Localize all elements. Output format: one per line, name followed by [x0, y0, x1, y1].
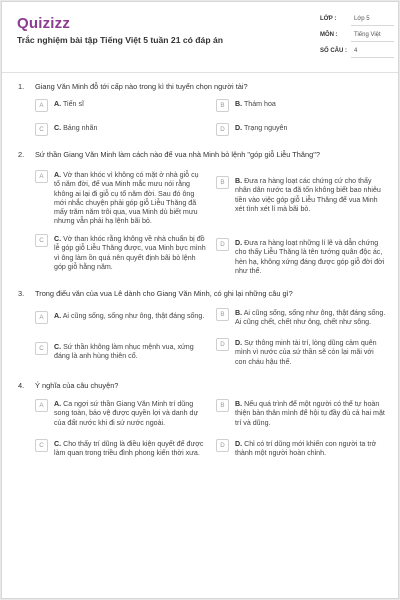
worksheet-meta	[320, 16, 394, 64]
option-letter-badge: D	[216, 123, 229, 136]
meta-count-row	[320, 48, 394, 64]
option-letter-badge: B	[216, 308, 229, 321]
option-letter-badge: B	[216, 99, 229, 112]
option-text: Đưa ra hàng loạt các chứng cứ cho thấy nhân dân nước ta đã tốn không biết bao nhiêu tiền vào việc góp giỗ Liễu Thăng để vua Minh xét tình xét lí mà bãi bỏ.	[235, 177, 381, 213]
option-text: Chỉ có trí dũng mới khiến con người ta trở thành một người hoàn chỉnh.	[235, 440, 377, 458]
question-text: Ý nghĩa của câu chuyện?	[35, 381, 119, 390]
option-text: Trạng nguyên	[243, 124, 288, 132]
option-text: Nếu quá trình để một người có thể tự hoàn thiện bản thân mình để hội tụ đầy đủ cả hai mặt trí và dũng.	[235, 400, 385, 427]
option-label: C.	[54, 440, 62, 448]
meta-subject-row	[320, 32, 394, 48]
meta-class-row	[320, 16, 394, 32]
option-label: A.	[54, 100, 62, 108]
meta-class-value: Lớp 5	[354, 16, 370, 22]
option-letter-badge: A	[35, 399, 48, 412]
option-letter-badge: C	[35, 439, 48, 452]
worksheet-page	[1, 1, 399, 599]
option-letter-badge: B	[216, 176, 229, 189]
meta-count-value: 4	[354, 48, 358, 54]
option-label: B.	[235, 177, 243, 185]
option-text: Đưa ra hàng loạt những lí lẽ và dẫn chứng cho thấy Liễu Thăng là tên tướng quân độc ác, hèn hạ, không xứng đáng được góp giỗ đời đời như thế.	[235, 239, 385, 275]
option-letter-badge: A	[35, 170, 48, 183]
option-label: D.	[235, 339, 243, 347]
quizizz-logo: Quizizz	[17, 15, 71, 32]
option-label: C.	[54, 124, 62, 132]
question-text: Giang Văn Minh đỗ tới cấp nào trong kì thi tuyển chọn người tài?	[35, 82, 248, 91]
option-label: A.	[54, 312, 62, 320]
option-text: Thám hoa	[243, 100, 276, 108]
option-text: Sứ thần không làm nhục mệnh vua, xứng đáng là anh hùng thiên cổ.	[54, 343, 194, 361]
option-text: Tiến sĩ	[62, 100, 84, 108]
option-label: D.	[235, 440, 243, 448]
option-text: Vờ than khóc rằng không về nhà chuẩn bị đồ lễ góp giỗ Liễu Thăng được, vua Minh bực mình vì ông làm ồn quá nên quyết định bãi bỏ lệnh góp giỗ hằng năm.	[54, 235, 206, 271]
option-text: Ai cũng sống, sống như ông, thật đáng sống.	[62, 312, 205, 320]
option-letter-badge: C	[35, 123, 48, 136]
option-letter-badge: D	[216, 338, 229, 351]
option-text: Cho thấy trí dũng là điều kiện quyết để được làm quan trong triều đình phong kiến thời xưa.	[54, 440, 204, 458]
option-text: Ca ngợi sứ thần Giang Văn Minh trí dũng song toàn, bảo vệ được quyền lợi và danh dự của đất nước khi đi sứ nước ngoài.	[54, 400, 199, 427]
meta-underline	[351, 25, 394, 26]
question-number: 2.	[18, 150, 25, 159]
meta-subject-key: MÔN :	[320, 32, 338, 38]
option-label: D.	[235, 124, 243, 132]
worksheet-title: Trắc nghiệm bài tập Tiếng Việt 5 tuần 21 có đáp án	[17, 35, 223, 45]
meta-subject-value: Tiếng Việt	[354, 32, 381, 38]
worksheet-header	[2, 2, 398, 72]
option-letter-badge: D	[216, 238, 229, 251]
option-letter-badge: B	[216, 399, 229, 412]
option-letter-badge: A	[35, 311, 48, 324]
option-label: D.	[235, 239, 243, 247]
option-letter-badge: C	[35, 234, 48, 247]
option-label: C.	[54, 235, 62, 243]
option-letter-badge: C	[35, 342, 48, 355]
question-text: Trong điếu văn của vua Lê dành cho Giang Văn Minh, có ghi lại những câu gì?	[35, 289, 293, 298]
option-text: Vờ than khóc vì không có mặt ở nhà giỗ cụ tổ năm đời, để vua Minh mắc mưu nói rằng không ai lại đi giỗ cụ tổ năm đời. Sau đó ông mới nhắc chuyện phải góp giỗ Liễu Thăng đã mấy trăm năm trôi qua, vua Minh dù biết mưu nhưng vẫn phải hạ lệnh bãi bỏ.	[54, 171, 199, 226]
option-label: C.	[54, 343, 62, 351]
header-divider	[2, 72, 398, 73]
meta-count-key: SỐ CÂU :	[320, 48, 347, 54]
option-label: B.	[235, 100, 243, 108]
question-number: 4.	[18, 381, 25, 390]
option-text: Ai cũng sống, sống như ông, thật đáng sống. Ai cũng chết, chết như ông, chết như sông.	[235, 309, 386, 327]
option-label: A.	[54, 171, 62, 179]
question-number: 1.	[18, 82, 25, 91]
option-letter-badge: D	[216, 439, 229, 452]
meta-underline	[351, 57, 394, 58]
option-label: B.	[235, 309, 243, 317]
option-text: Sự thông minh tài trí, lòng dũng cảm quên mình vì nước của sứ thần sẽ còn lại mãi với con cháu hậu thế.	[235, 339, 377, 366]
question-text: Sứ thần Giang Văn Minh làm cách nào để vua nhà Minh bỏ lệnh "góp giỗ Liễu Thăng"?	[35, 150, 320, 159]
option-text: Bảng nhãn	[63, 124, 98, 132]
question-number: 3.	[18, 289, 25, 298]
option-letter-badge: A	[35, 99, 48, 112]
option-label: A.	[54, 400, 62, 408]
meta-class-key: LỚP :	[320, 16, 337, 22]
option-label: B.	[235, 400, 243, 408]
meta-underline	[351, 41, 394, 42]
